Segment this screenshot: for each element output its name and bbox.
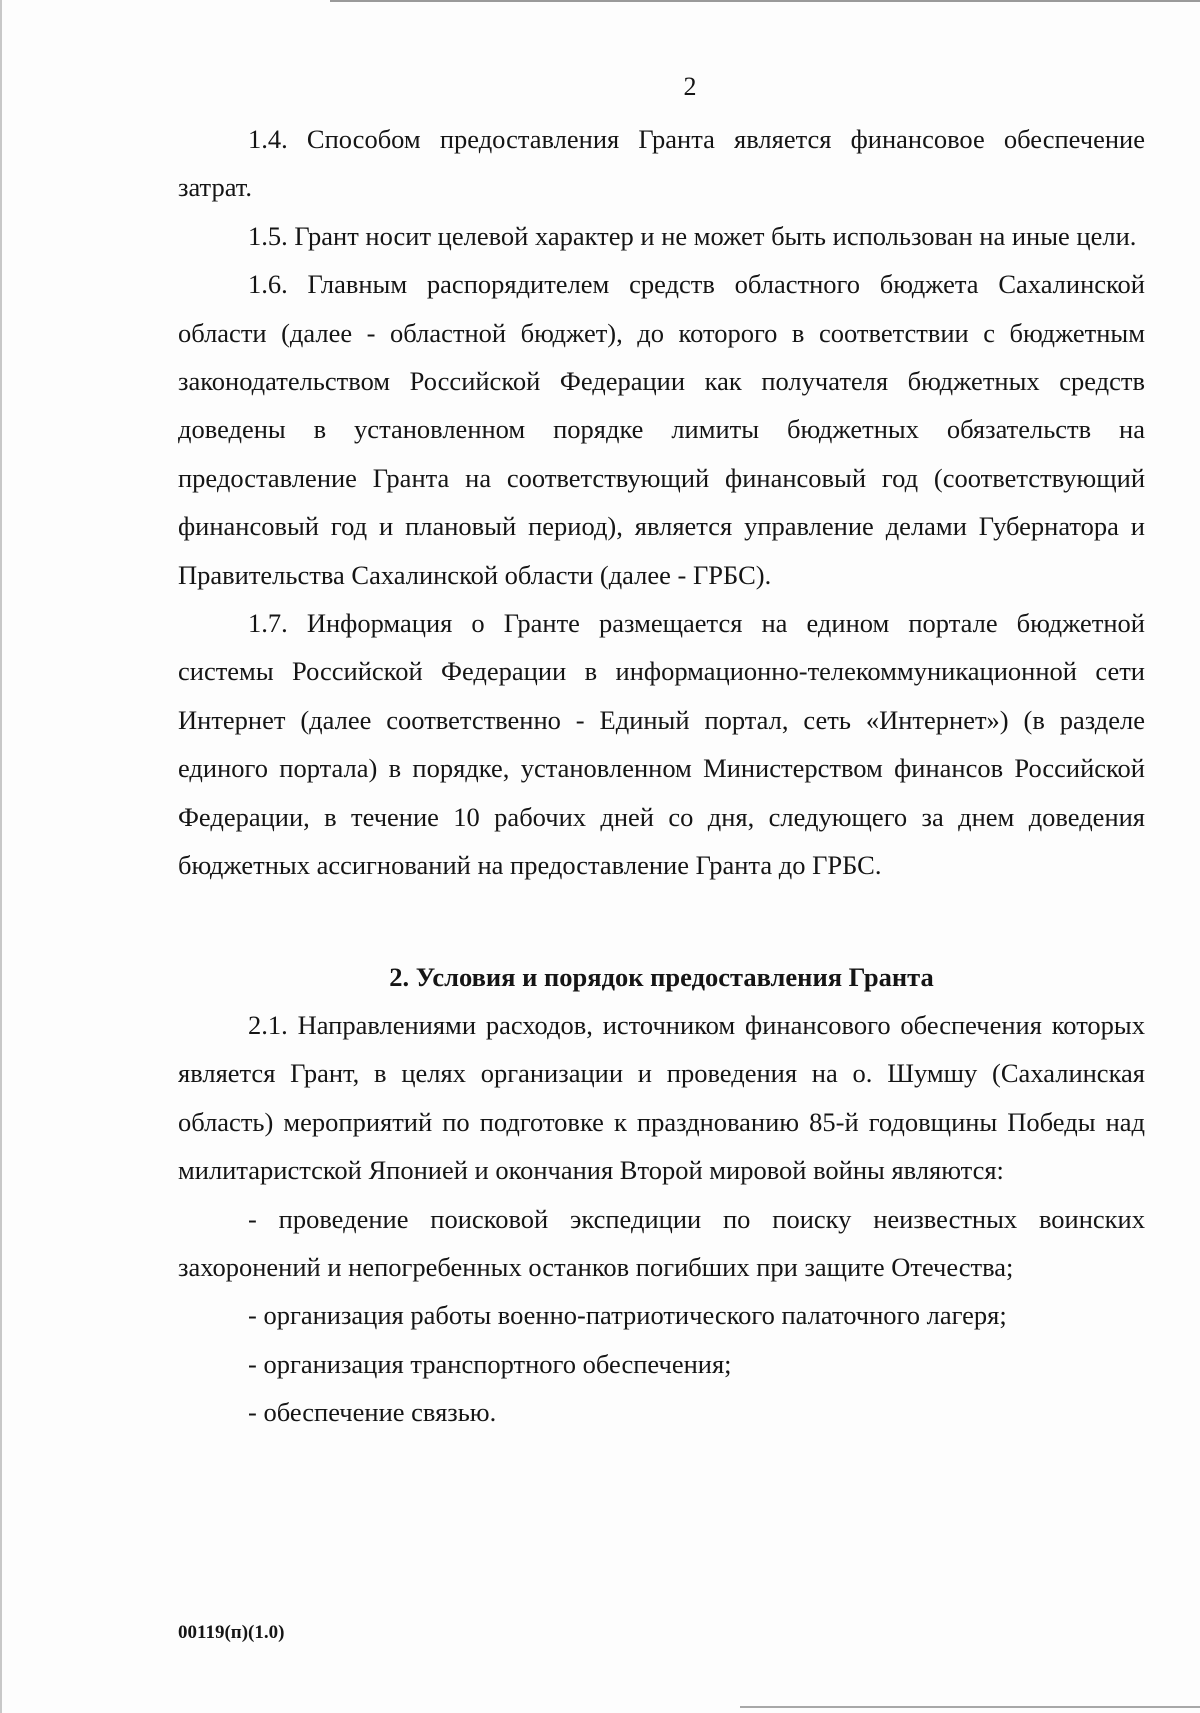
list-item-camp: - организация работы военно-патриотического палаточного лагеря;: [248, 1300, 1007, 1331]
paragraph-1-7: 1.7. Информация о Гранте размещается на едином портале бюджетной системы Российской Федерации в информационно-телекоммуникационной сети Интернет (далее соответственно - Единый портал, сеть «Интернет») (в разделе единого портала) в порядке, установленном Министерством финансов Российской Федерации, в течение 10 рабочих дней со дня, следующего за днем доведения бюджетных ассигнований на предоставление Гранта до ГРБС.: [178, 608, 1145, 881]
paragraph-2-1: 2.1. Направлениями расходов, источником финансового обеспечения которых является Грант, в целях организации и проведения на о. Шумшу (Сахалинская область) мероприятий по подготовке к празднованию 85-й годовщины Победы над милитаристской Японией и окончания Второй мировой войны являются:: [178, 1009, 1145, 1186]
scan-edge-bottom: [740, 1706, 1200, 1708]
list-item-search-expedition: - проведение поисковой экспедиции по поиску неизвестных воинских захоронений и непогребенных останков погибших при защите Отечества;: [178, 1203, 1145, 1282]
document-body: [178, 115, 1145, 1437]
section-2-heading: 2. Условия и порядок предоставления Гранта: [389, 961, 934, 992]
paragraph-1-4: 1.4. Способом предоставления Гранта является финансовое обеспечение затрат.: [178, 124, 1145, 203]
paragraph-1-5: 1.5. Грант носит целевой характер и не может быть использован на иные цели.: [248, 220, 1137, 251]
list-item-transport: - организация транспортного обеспечения;: [248, 1348, 732, 1379]
document-code: 00119(п)(1.0): [178, 1622, 285, 1643]
page-number: 2: [683, 72, 697, 101]
list-item-communication: - обеспечение связью.: [248, 1397, 497, 1428]
paragraph-1-6: 1.6. Главным распорядителем средств областного бюджета Сахалинской области (далее - областной бюджет), до которого в соответствии с бюджетным законодательством Российской Федерации как получателя бюджетных средств доведены в установленном порядке лимиты бюджетных обязательств на предоставление Гранта на соответствующий финансовый год (соответствующий финансовый год и плановый период), является управление делами Губернатора и Правительства Сахалинской области (далее - ГРБС).: [178, 269, 1145, 590]
scan-edge-left: [0, 0, 2, 1713]
scan-edge-top: [330, 0, 1200, 2]
